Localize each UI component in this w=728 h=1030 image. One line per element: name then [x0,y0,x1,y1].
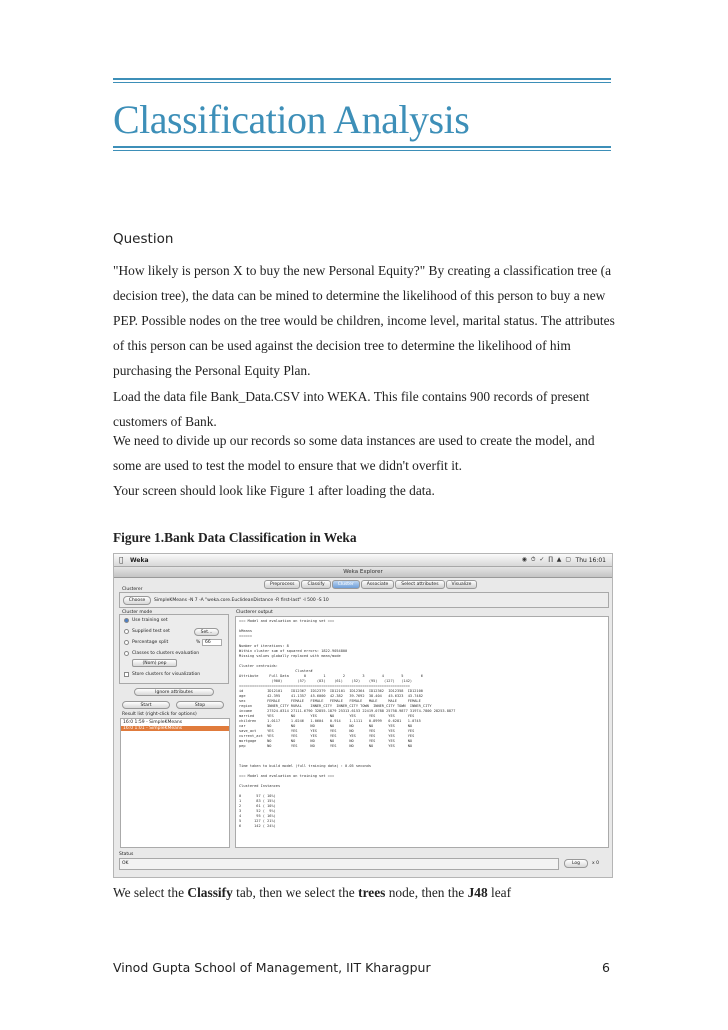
paragraph-load-data: Load the data file Bank_Data.CSV into WEKA. This file contains 900 records of present customers of Bank. [113,389,590,429]
tab-preprocess[interactable]: Preprocess [264,580,300,589]
title-rule-top-thin [113,82,611,83]
status-label: Status [119,852,134,857]
app-menu: Weka [130,556,149,564]
menubar-tray-icons: ◉ ⏱ ✓ ∏ ▲ ▢ [521,556,572,563]
cluster-mode-label: Cluster mode [122,610,153,615]
radio-use-training-set[interactable] [124,618,129,623]
result-list-label: Result list (right-click for options) [122,712,197,717]
status-bar [119,858,559,870]
explorer-tabs [264,580,477,589]
clusterer-output[interactable] [235,616,609,848]
store-clusters-checkbox[interactable] [124,672,129,677]
title-rule-bottom [113,146,611,148]
status-value: OK [122,861,129,866]
set-button[interactable]: Set... [194,628,219,636]
paragraph-question: "How likely is person X to buy the new Personal Equity?" By creating a classification tree (a decision tree), the data can be mined to determine the likelihood of this person to buy a new PEP. Possible nodes on the tree would be children, income level, marital status. The attributes of this person can be used against the decision tree to determine the likelihood of him purchasing the Personal Equity Plan. [113,263,615,378]
weka-screenshot [113,553,613,878]
page-footer: Vinod Gupta School of Management, IIT Kharagpur [113,960,431,975]
ignore-attributes-button[interactable]: Ignore attributes [134,688,214,696]
clusterer-label: Clusterer [122,587,143,592]
after-figure-prefix: We select the [113,885,188,900]
stop-button[interactable]: Stop [176,701,224,709]
radio-percentage-split[interactable] [124,640,129,645]
class-select[interactable]: (Nom) pep [132,659,177,667]
clusterer-output-text: === Model and evaluation on training set === kMeans ====== Number of iterations: 8 Within cluster sum of squared errors: 1822.9054800 Missing values globally replaced with mean/mode Cluster centroids: Cluster# Attribute Full Data 0 1 2 3 4 5 6 (900) (57) (83) (61) (52) (95) (127) (142) =============================================================================== id ID12101 ID12367 ID12379 ID12101 ID12364 ID12362 ID12358 ID12100 age 42.395 41.1357 45.6000 42.382 39.7692 38.404 45.6323 43.7482 sex FEMALE FEMALE FEMALE FEMALE FEMALE MALE MALE FEMALE region INNER_CITY RURAL INNER_CITY INNER_CITY TOWN INNER_CITY TOWN INNER_CITY income 27524.0314 27111.6790 32855.1879 25313.6153 22419.0788 25758.9877 31974.7800 28253.8877 married YES NO YES NO YES YES YES YES children 1.0117 1.0246 1.0604 0.914 1.1111 0.8999 0.6281 1.0745 car NO NO NO NO NO NO YES NO save_act YES YES YES YES NO YES YES YES current_act YES YES YES YES YES YES YES YES mortgage NO NO NO NO NO YES YES NO pep NO YES NO YES NO NO YES NO Time taken to build model (full training data) : 0.05 seconds === Model and evaluation on training set === Clustered Instances 0 57 ( 10%) 1 83 ( 15%) 2 61 ( 10%) 3 52 ( 9%) 4 95 ( 16%) 5 127 ( 21%) 6 142 ( 24%) [239,619,456,828]
paragraph-divide-records: We need to divide up our records so some data instances are used to create the model, and some are used to test the model to ensure that we didn't overfit it. [113,433,595,473]
after-figure-trees: trees [358,885,386,900]
title-rule-bottom-thin [113,150,611,151]
after-figure-mid2: node, then the [385,885,468,900]
page-title: Classification Analysis [113,97,470,142]
tab-cluster[interactable]: Cluster [332,580,360,589]
mac-menubar [114,554,612,567]
start-button[interactable]: Start [122,701,170,709]
apple-icon [119,556,123,564]
figure-caption: Figure 1.Bank Data Classification in Weka [113,530,357,545]
paragraph-screen: Your screen should look like Figure 1 after loading the data. [113,483,435,498]
tab-select-attributes[interactable]: Select attributes [395,580,444,589]
log-button[interactable]: Log [564,859,588,868]
window-titlebar: Weka Explorer [114,567,612,578]
percent-symbol: % [196,640,201,645]
choose-button[interactable]: Choose [123,596,151,605]
weka-bird-count: x 0 [592,861,599,866]
result-item-2[interactable]: 16:0 1:01 - SimpleKMeans [123,726,183,731]
question-heading: Question [113,231,174,247]
mode-supplied-test-set: Supplied test set [132,629,170,634]
store-clusters-label: Store clusters for visualization [132,672,201,677]
title-rule-top [113,78,611,80]
mode-classes-to-clusters: Classes to clusters evaluation [132,651,200,656]
page-number: 6 [602,960,610,975]
after-figure-mid1: tab, then we select the [232,885,359,900]
tab-associate[interactable]: Associate [361,580,395,589]
menubar-clock: Thu 16:01 [575,556,606,564]
radio-supplied-test-set[interactable] [124,629,129,634]
result-item-1[interactable]: 16:0 1:59 - SimpleKMeans [123,720,183,725]
clusterer-output-label: Clusterer output [236,610,273,615]
mode-percentage-split: Percentage split [132,640,169,645]
mode-use-training-set: Use training set [132,618,168,623]
after-figure-classify: Classify [187,885,233,900]
percent-input[interactable]: 66 [202,639,222,646]
after-figure-text [113,885,511,901]
after-figure-suffix: leaf [487,885,512,900]
after-figure-j48: J48 [467,885,488,900]
clusterer-value: SimpleKMeans -N 7 -A "weka.core.EuclideanDistance -R first-last" -I 500 -S 10 [154,598,329,603]
tab-visualize[interactable]: Visualize [446,580,478,589]
tab-classify[interactable]: Classify [301,580,330,589]
result-list[interactable] [120,718,230,848]
radio-classes-to-clusters[interactable] [124,651,129,656]
